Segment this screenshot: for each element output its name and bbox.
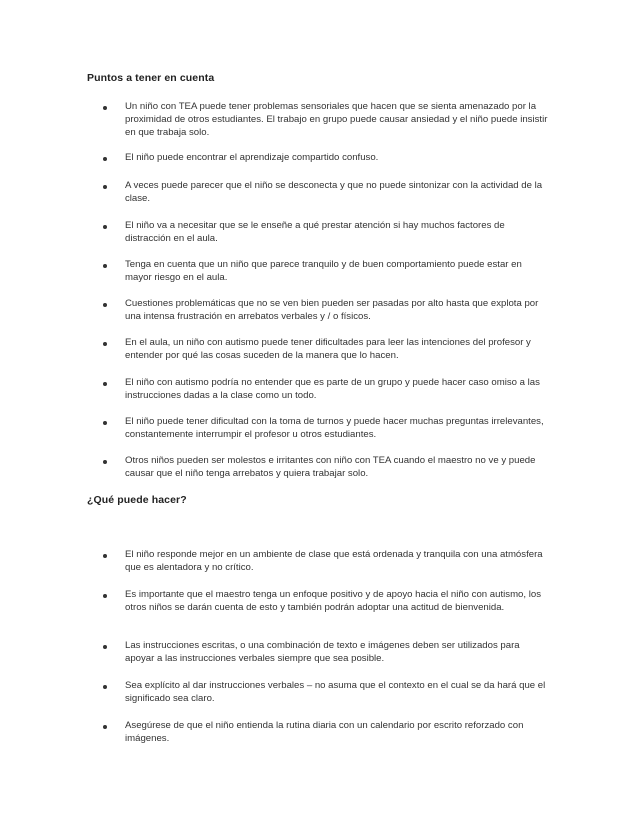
list-item-text: Asegúrese de que el niño entienda la rutina diaria con un calendario por escrito reforzado con imágenes. <box>125 720 524 744</box>
bullet-icon <box>103 382 107 386</box>
list-item-text: Un niño con TEA puede tener problemas sensoriales que hacen que se sienta amenazado por la proximidad de otros estudiantes. El trabajo en grupo puede causar ansiedad y el niño puede insistir en que trabaja solo. <box>125 101 548 138</box>
list-item-text: Las instrucciones escritas, o una combinación de texto e imágenes deben ser utilizados para apoyar a las instrucciones verbales siempre que sea posible. <box>125 640 520 664</box>
bullet-icon <box>103 460 107 464</box>
bullet-icon <box>103 421 107 425</box>
bullet-icon <box>103 594 107 598</box>
list-item-text: Otros niños pueden ser molestos e irritantes con niño con TEA cuando el maestro no ve y puede causar que el niño tenga arrebatos y quiera trabajar solo. <box>125 455 536 479</box>
bullet-icon <box>103 106 107 110</box>
list-item-text: Cuestiones problemáticas que no se ven bien pueden ser pasadas por alto hasta que explota por una intensa frustración en arrebatos verbales y / o físicos. <box>125 298 539 322</box>
list-item-text: En el aula, un niño con autismo puede tener dificultades para leer las intenciones del profesor y entender por qué las cosas suceden de la manera que lo hacen. <box>125 337 531 361</box>
list-item-text: Sea explícito al dar instrucciones verbales – no asuma que el contexto en el cual se da hará que el significado sea claro. <box>125 680 546 704</box>
list-item-text: El niño puede encontrar el aprendizaje compartido confuso. <box>125 152 379 163</box>
bullet-icon <box>103 554 107 558</box>
bullet-icon <box>103 645 107 649</box>
bullet-icon <box>103 185 107 189</box>
bullet-icon <box>103 264 107 268</box>
bullet-icon <box>103 303 107 307</box>
bullet-icon <box>103 685 107 689</box>
list-item-text: Es importante que el maestro tenga un enfoque positivo y de apoyo hacia el niño con autismo, los otros niños se darán cuenta de esto y también podrán adoptar una actitud de bienvenida. <box>125 589 541 613</box>
list-item-text: El niño va a necesitar que se le enseñe a qué prestar atención si hay muchos factores de distracción en el aula. <box>125 220 505 244</box>
bullet-icon <box>103 342 107 346</box>
bullet-icon <box>103 225 107 229</box>
list-item-text: El niño responde mejor en un ambiente de clase que está ordenada y tranquila con una atmósfera que es alentadora y no crítico. <box>125 549 543 573</box>
list-item-text: A veces puede parecer que el niño se desconecta y que no puede sintonizar con la actividad de la clase. <box>125 180 543 204</box>
list-item-text: El niño puede tener dificultad con la toma de turnos y puede hacer muchas preguntas irrelevantes, constantemente interrumpir el profesor u otros estudiantes. <box>125 416 544 440</box>
bullet-icon <box>103 157 107 161</box>
list-item-text: Tenga en cuenta que un niño que parece tranquilo y de buen comportamiento puede estar en mayor riesgo en el aula. <box>125 259 522 283</box>
bullet-icon <box>103 725 107 729</box>
section-heading-what-to-do: ¿Qué puede hacer? <box>87 494 187 506</box>
section-heading-considerations: Puntos a tener en cuenta <box>87 72 215 84</box>
list-item-text: El niño con autismo podría no entender que es parte de un grupo y puede hacer caso omiso a las instrucciones dadas a la clase como un todo. <box>125 377 540 401</box>
